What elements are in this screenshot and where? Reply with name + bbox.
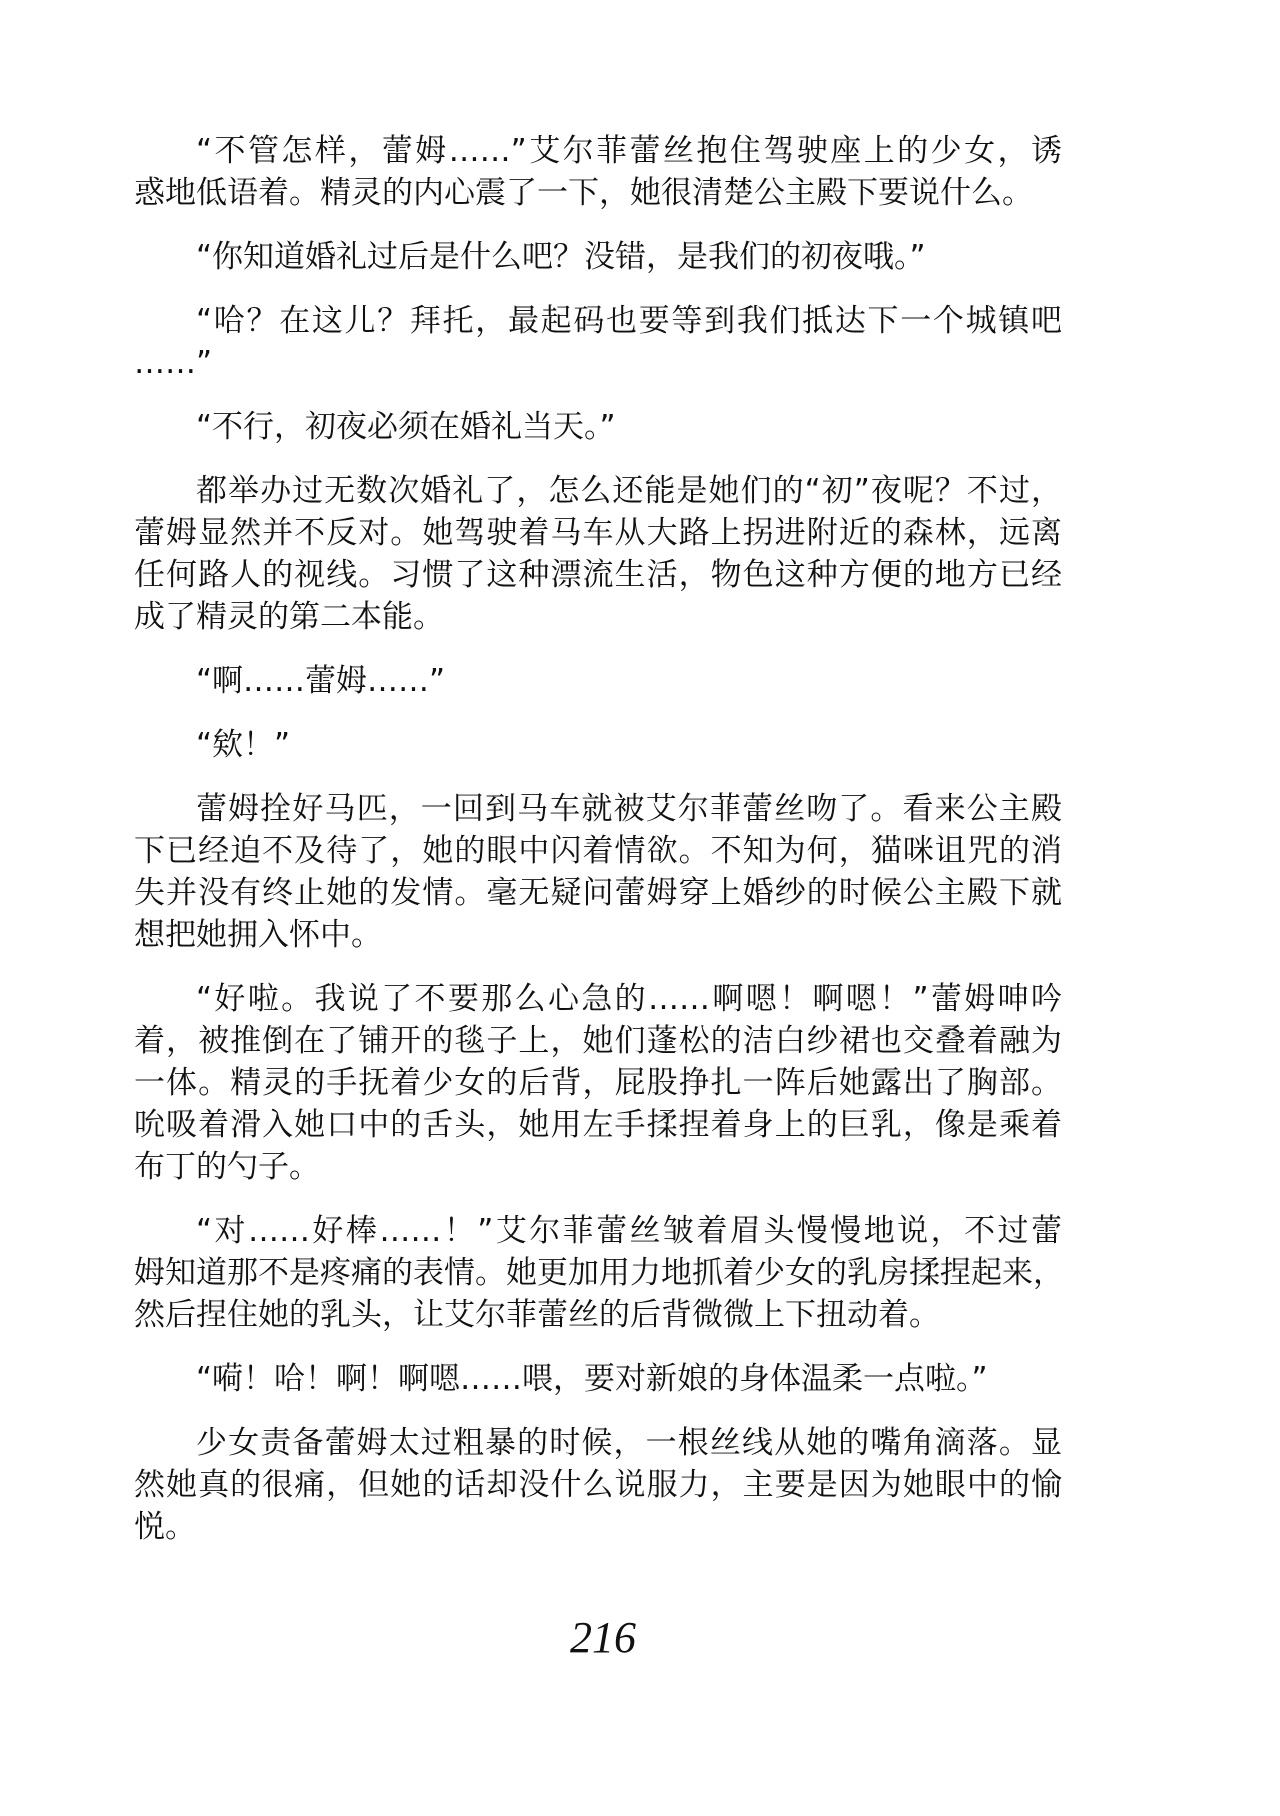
text-line: 吮吸着滑入她口中的舌头，她用左手揉捏着身上的巨乳，像是乘着 [134,1107,1062,1143]
page-number: 216 [570,1613,636,1662]
text-line: 悦。 [134,1509,196,1545]
text-line: “欸！” [196,727,291,763]
paragraph [134,978,1062,1188]
paragraph [134,788,1062,956]
text-line: “嗬！哈！啊！啊嗯……喂，要对新娘的身体温柔一点啦。” [196,1361,988,1397]
paragraph [134,1210,1062,1336]
text-line: “不行，初夜必须在婚礼当天。” [196,409,616,445]
text-line: “你知道婚礼过后是什么吧？没错，是我们的初夜哦。” [196,239,926,275]
text-line: 着，被推倒在了铺开的毯子上，她们蓬松的洁白纱裙也交叠着融为 [134,1023,1062,1059]
paragraph [134,406,1062,448]
text-line: 下已经迫不及待了，她的眼中闪着情欲。不知为何，猫咪诅咒的消 [134,833,1062,869]
text-line: 一体。精灵的手抚着少女的后背，屁股挣扎一阵后她露出了胸部。 [134,1065,1062,1101]
text-line: 都举办过无数次婚礼了，怎么还能是她们的“初”夜呢？不过， [196,473,1062,509]
text-line: 失并没有终止她的发情。毫无疑问蕾姆穿上婚纱的时候公主殿下就 [134,875,1062,911]
paragraph [134,1422,1062,1548]
paragraph [134,1358,1062,1400]
text-line: 成了精灵的第二本能。 [134,599,444,635]
paragraph [134,300,1062,384]
paragraph [134,470,1062,638]
paragraph [134,236,1062,278]
text-line: 少女责备蕾姆太过粗暴的时候，一根丝线从她的嘴角滴落。显 [196,1425,1062,1461]
text-line: 姆知道那不是疼痛的表情。她更加用力地抓着少女的乳房揉捏起来， [134,1255,1064,1291]
text-line: “啊……蕾姆……” [196,663,446,699]
text-line: 蕾姆显然并不反对。她驾驶着马车从大路上拐进附近的森林，远离 [134,515,1062,551]
text-line: 布丁的勺子。 [134,1149,320,1185]
paragraph [134,130,1062,214]
text-line: “哈？在这儿？拜托，最起码也要等到我们抵达下一个城镇吧 [196,303,1062,339]
paragraph [134,724,1062,766]
text-line: 蕾姆拴好马匹，一回到马车就被艾尔菲蕾丝吻了。看来公主殿 [196,791,1062,827]
text-line: 任何路人的视线。习惯了这种漂流生活，物色这种方便的地方已经 [134,557,1062,593]
text-line: “不管怎样，蕾姆……”艾尔菲蕾丝抱住驾驶座上的少女，诱 [196,133,1062,169]
text-line: “好啦。我说了不要那么心急的……啊嗯！啊嗯！”蕾姆呻吟 [196,981,1062,1017]
text-line: “对……好棒……！”艾尔菲蕾丝皱着眉头慢慢地说，不过蕾 [196,1213,1062,1249]
text-line: ……” [134,345,213,381]
text-line: 想把她拥入怀中。 [134,917,382,953]
paragraph [134,660,1062,702]
text-line: 然她真的很痛，但她的话却没什么说服力，主要是因为她眼中的愉 [134,1467,1062,1503]
text-line: 然后捏住她的乳头，让艾尔菲蕾丝的后背微微上下扭动着。 [134,1297,940,1333]
page-body [134,130,1062,1570]
text-line: 惑地低语着。精灵的内心震了一下，她很清楚公主殿下要说什么。 [134,175,1033,211]
